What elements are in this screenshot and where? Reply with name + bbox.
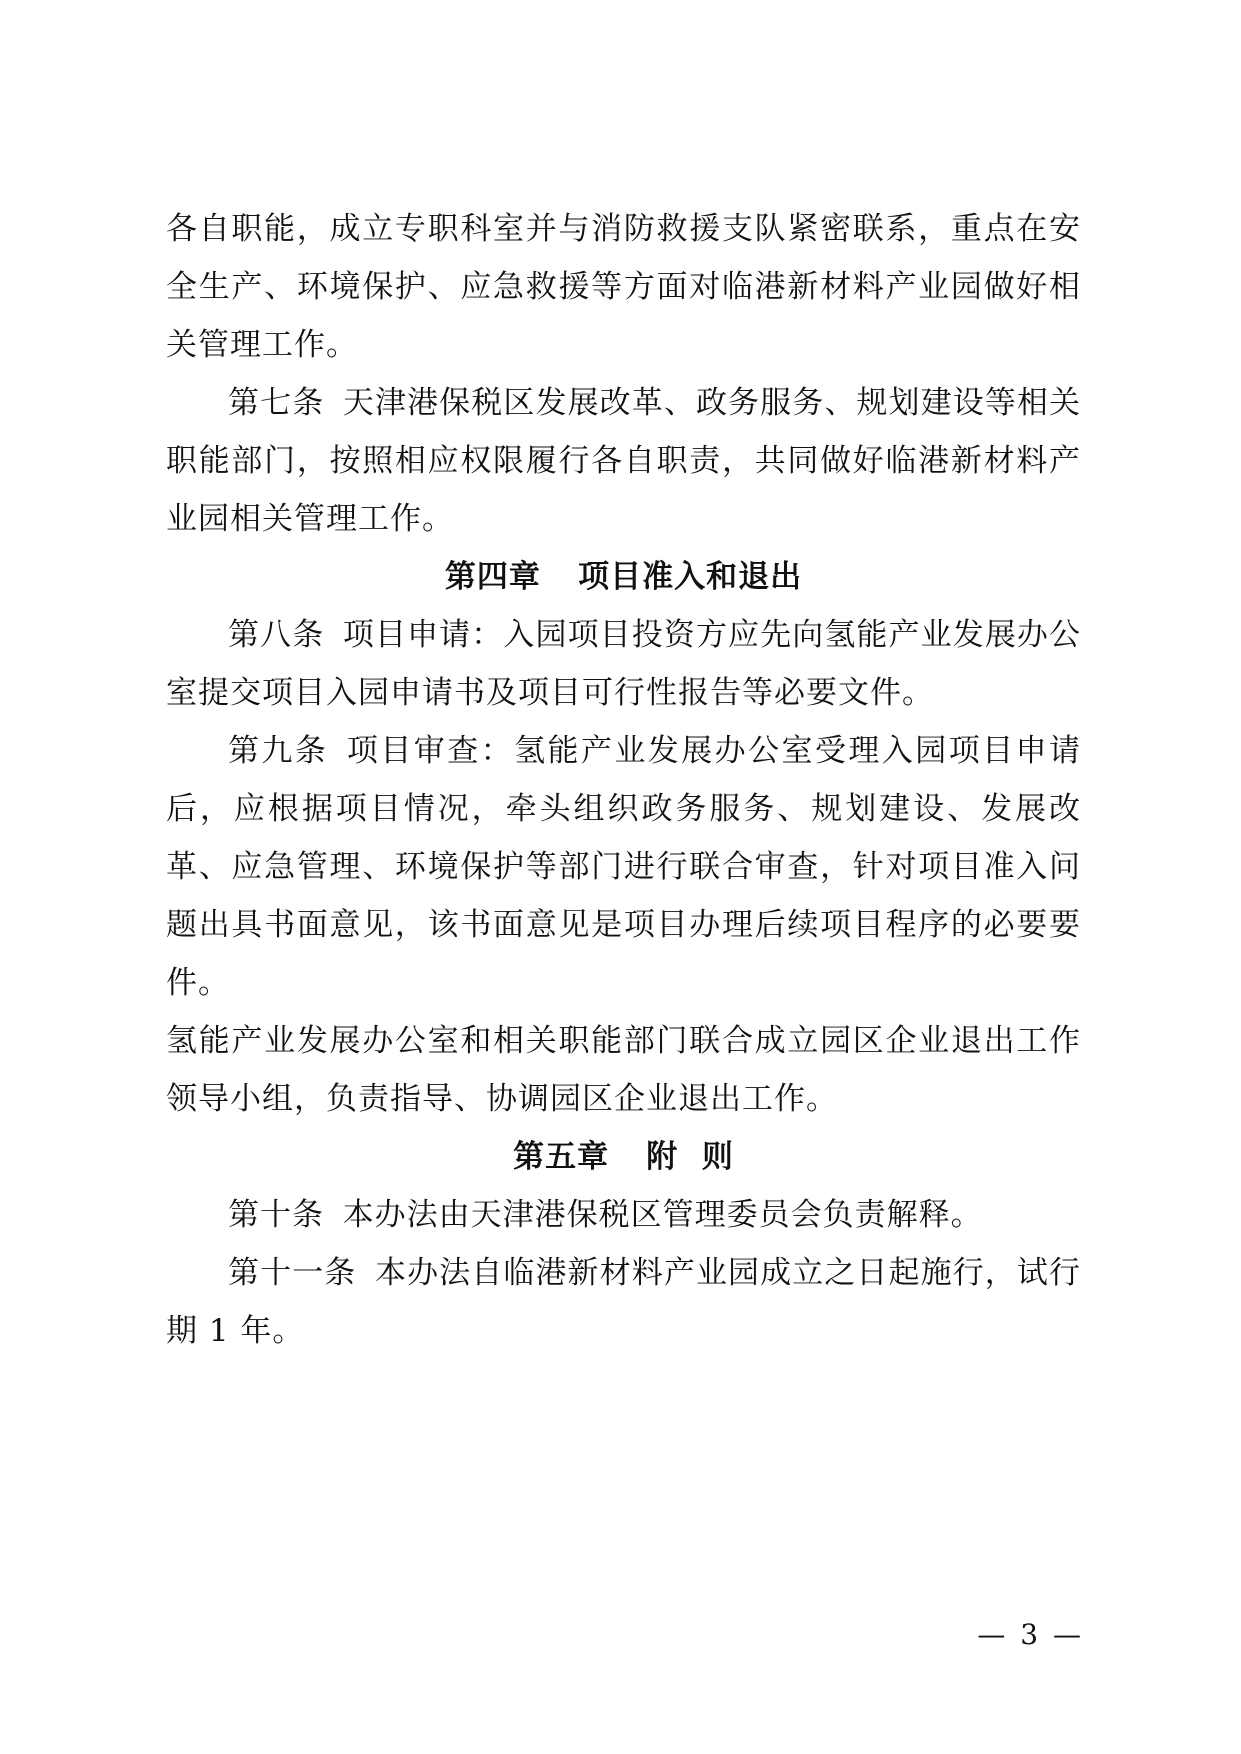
chapter-number: 第五章 <box>513 1139 610 1175</box>
article-10 <box>166 1186 1081 1244</box>
article-text: 项目审查：氢能产业发展办公室受理入园项目申请后，应根据项目情况，牵头组织政务服务、规划建设、发展改革、应急管理、环境保护等部门进行联合审查，针对项目准入问题出具书面意见，该书面意见是项目办理后续项目程序的必要要件。 <box>166 733 1082 1001</box>
article-text: 天津港保税区发展改革、政务服务、规划建设等相关职能部门，按照相应权限履行各自职责，共同做好临港新材料产业园相关管理工作。 <box>166 385 1082 537</box>
page-number: — 3 — <box>977 1618 1084 1651</box>
article-8 <box>166 606 1081 722</box>
document-body <box>166 200 1081 1360</box>
article-11 <box>166 1244 1081 1360</box>
article-number: 第九条 <box>228 733 329 769</box>
article-9 <box>166 722 1081 1012</box>
article-7 <box>166 374 1081 548</box>
article-number: 第八条 <box>228 617 325 653</box>
article-text: 本办法由天津港保税区管理委员会负责解释。 <box>342 1197 983 1233</box>
article-text: 项目申请：入园项目投资方应先向氢能产业发展办公室提交项目入园申请书及项目可行性报告等必要文件。 <box>166 617 1082 711</box>
exit-group-paragraph: 氢能产业发展办公室和相关职能部门联合成立园区企业退出工作领导小组，负责指导、协调园区企业退出工作。 <box>166 1023 1081 1117</box>
article-number: 第十一条 <box>228 1255 357 1291</box>
chapter-number: 第四章 <box>444 559 541 595</box>
chapter-4-heading <box>166 548 1081 606</box>
article-number: 第十条 <box>228 1197 324 1233</box>
article-text: 本办法自临港新材料产业园成立之日起施行，试行期 1 年。 <box>166 1255 1082 1349</box>
chapter-title: 附 则 <box>646 1139 734 1175</box>
chapter-5-heading <box>166 1128 1081 1186</box>
chapter-title: 项目准入和退出 <box>578 559 803 595</box>
continuation-paragraph: 各自职能，成立专职科室并与消防救援支队紧密联系，重点在安全生产、环境保护、应急救援等方面对临港新材料产业园做好相关管理工作。 <box>166 211 1081 363</box>
article-number: 第七条 <box>228 385 325 421</box>
